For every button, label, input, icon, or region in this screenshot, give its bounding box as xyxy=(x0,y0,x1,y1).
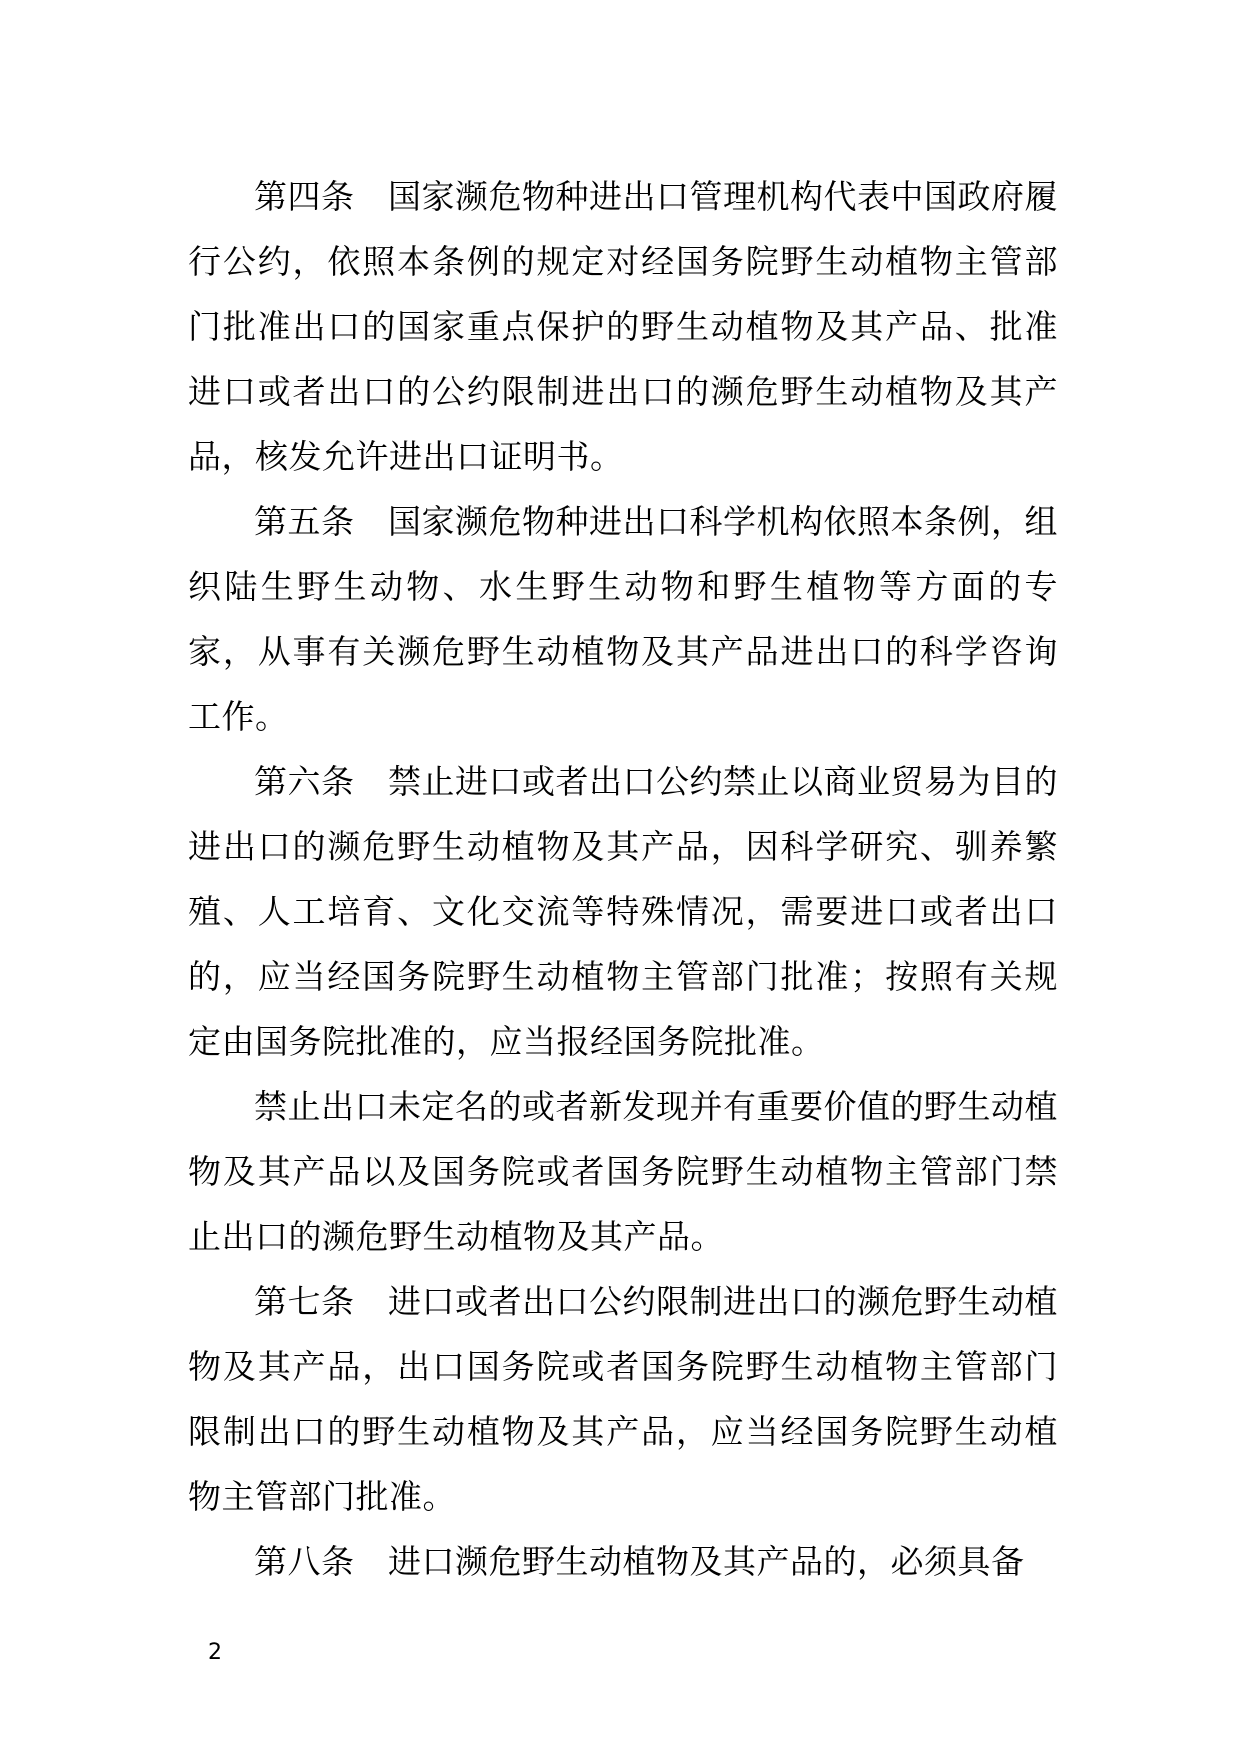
document-body xyxy=(188,164,1058,1594)
paragraph-article-7 xyxy=(188,1269,1058,1529)
paragraph-article-6-continued xyxy=(188,1074,1058,1269)
paragraph-text: 进口濒危野生动植物及其产品的，必须具备 xyxy=(388,1542,1025,1581)
article-number: 第五条 xyxy=(254,502,355,541)
article-number: 第四条 xyxy=(254,177,355,216)
article-number: 第七条 xyxy=(254,1282,355,1321)
page-number: 2 xyxy=(208,1640,222,1665)
paragraph-text: 国家濒危物种进出口管理机构代表中国政府履行公约，依照本条例的规定对经国务院野生动植物主管部门批准出口的国家重点保护的野生动植物及其产品、批准进口或者出口的公约限制进出口的濒危野生动植物及其产品，核发允许进出口证明书。 xyxy=(188,177,1058,476)
paragraph-text: 禁止进口或者出口公约禁止以商业贸易为目的进出口的濒危野生动植物及其产品，因科学研究、驯养繁殖、人工培育、文化交流等特殊情况，需要进口或者出口的，应当经国务院野生动植物主管部门批准；按照有关规定由国务院批准的，应当报经国务院批准。 xyxy=(188,762,1058,1061)
paragraph-text: 禁止出口未定名的或者新发现并有重要价值的野生动植物及其产品以及国务院或者国务院野生动植物主管部门禁止出口的濒危野生动植物及其产品。 xyxy=(188,1087,1058,1256)
paragraph-article-4 xyxy=(188,164,1058,489)
paragraph-article-5 xyxy=(188,489,1058,749)
paragraph-text: 进口或者出口公约限制进出口的濒危野生动植物及其产品，出口国务院或者国务院野生动植物主管部门限制出口的野生动植物及其产品，应当经国务院野生动植物主管部门批准。 xyxy=(188,1282,1058,1516)
paragraph-article-8 xyxy=(188,1529,1058,1594)
paragraph-article-6 xyxy=(188,749,1058,1074)
article-number: 第八条 xyxy=(254,1542,355,1581)
article-number: 第六条 xyxy=(254,762,355,801)
paragraph-text: 国家濒危物种进出口科学机构依照本条例，组织陆生野生动物、水生野生动物和野生植物等方面的专家，从事有关濒危野生动植物及其产品进出口的科学咨询工作。 xyxy=(188,502,1058,736)
